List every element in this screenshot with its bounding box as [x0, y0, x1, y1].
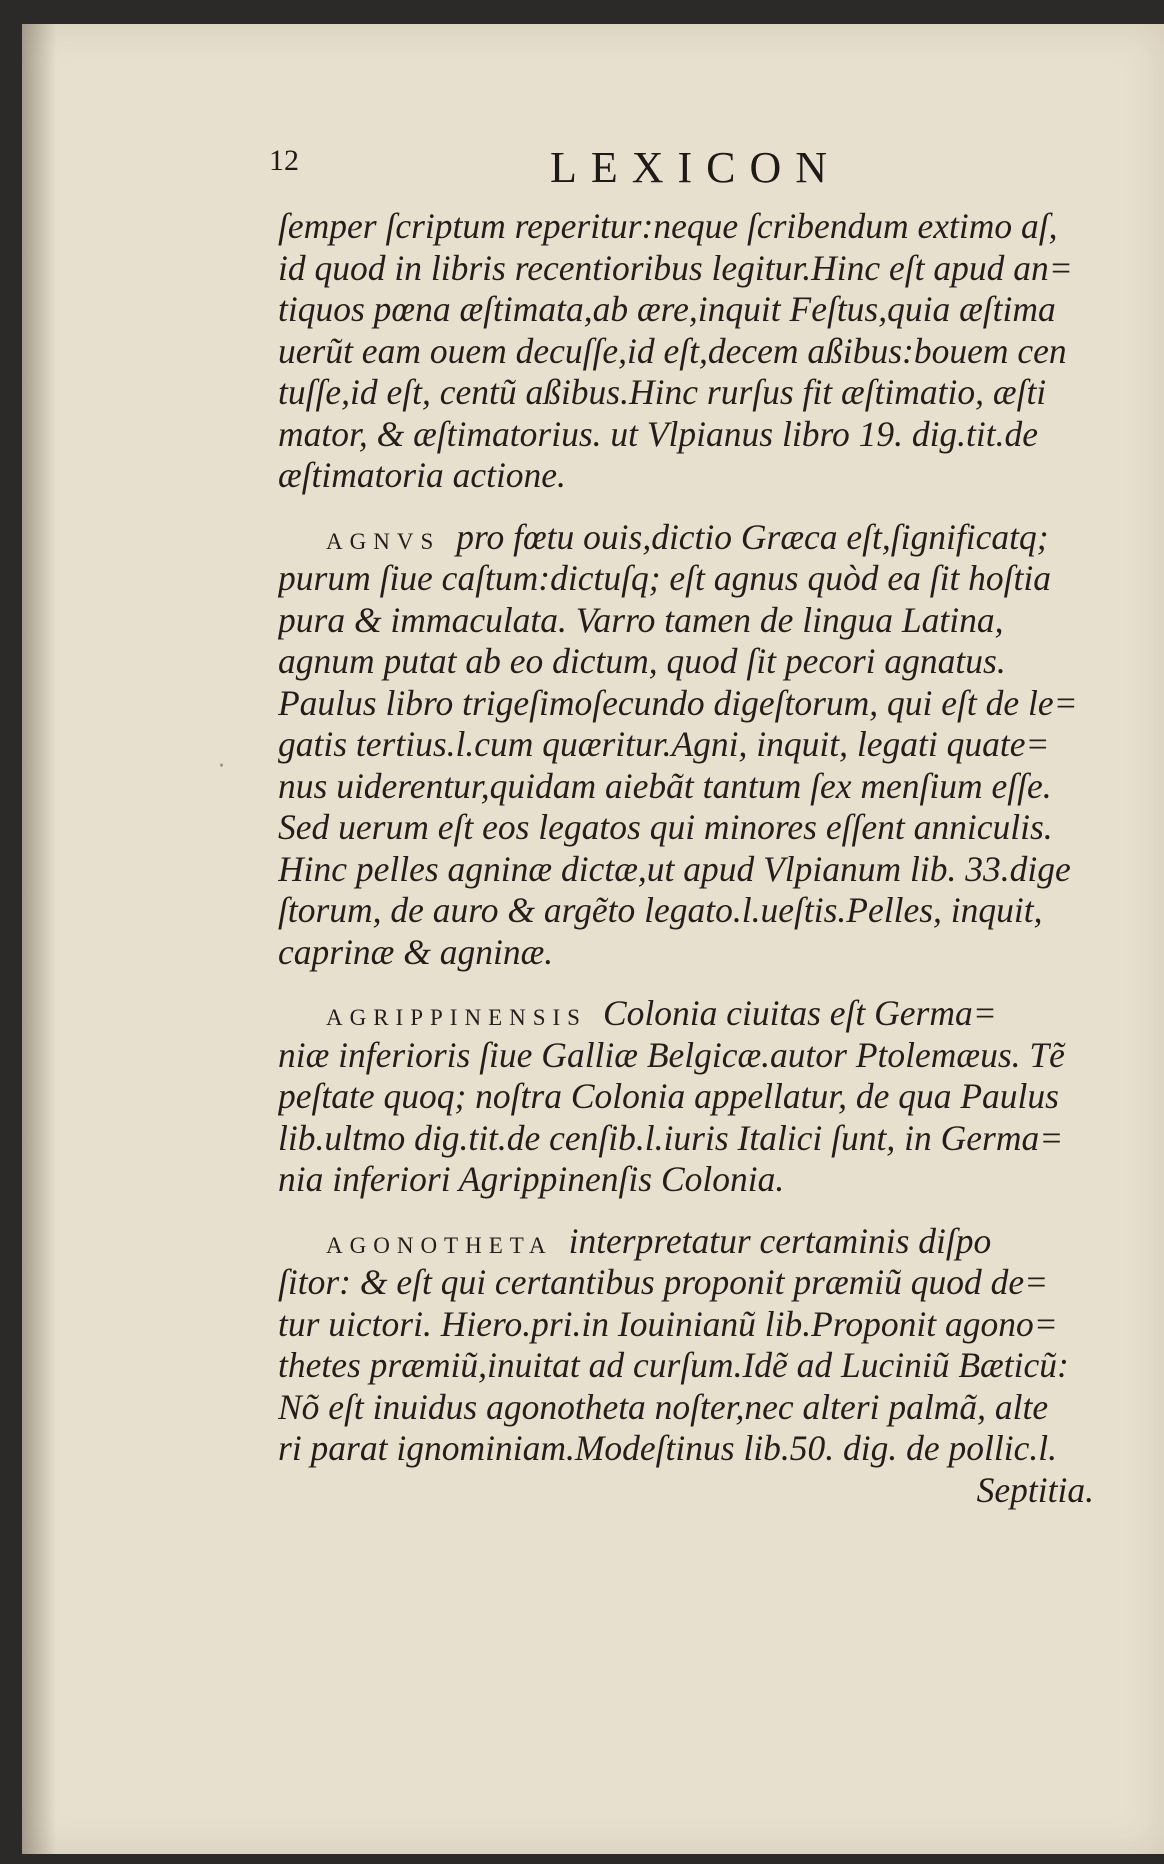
- line-text: gatis tertius.l.cum quæritur.Agni, inquit, legati quate=: [278, 724, 1050, 764]
- line-text: purum ſiue caſtum:dictuſq; eſt agnus quòd ea ſit hoſtia: [278, 558, 1052, 598]
- text-line: [278, 849, 1118, 891]
- text-line: [278, 1221, 1118, 1263]
- line-text: ſemper ſcriptum reperitur:neque ſcribendum extimo aſ,: [278, 206, 1058, 246]
- line-text: æſtimatoria actione.: [278, 455, 566, 495]
- line-text: Hinc pelles agninæ dictæ,ut apud Vlpianum lib. 33.dige: [278, 848, 1071, 889]
- catchword: Septitia.: [976, 1469, 1094, 1510]
- line-text: lib.ultmo dig.tit.de cenſib.l.iuris Italici ſunt, in Germa=: [278, 1117, 1064, 1158]
- entry-agnus: [278, 517, 1118, 974]
- line-text: niæ inferioris ſiue Galliæ Belgicæ.autor Ptolemæus. Tẽ: [278, 1034, 1065, 1075]
- lemma-headword: AGRIPPINENSIS: [326, 1005, 587, 1030]
- line-text: ſitor: & eſt qui certantibus proponit præmiũ quod de=: [278, 1262, 1049, 1302]
- paragraph-continuation: [278, 206, 1118, 497]
- text-line: [278, 414, 1118, 456]
- text-line: [278, 372, 1118, 414]
- line-text: Sed uerum eſt eos legatos qui minores eſſent anniculis.: [278, 807, 1053, 847]
- text-line: [278, 890, 1118, 932]
- text-line: [278, 1428, 1118, 1470]
- line-text: Paulus libro trigeſimoſecundo digeſtorum, qui eſt de le=: [278, 682, 1078, 723]
- text-line: [278, 558, 1118, 600]
- text-line: [278, 1076, 1118, 1118]
- text-line: [278, 1262, 1118, 1304]
- text-line: [278, 807, 1118, 849]
- text-line: [278, 1304, 1118, 1346]
- line-text: mator, & æſtimatorius. ut Vlpianus libro 19. dig.tit.de: [278, 413, 1039, 454]
- line-text: nus uiderentur,quidam aiebãt tantum ſex menſium eſſe.: [278, 765, 1052, 806]
- text-line: [278, 1387, 1118, 1429]
- text-line: [278, 206, 1118, 248]
- gutter-shadow: [22, 24, 56, 1854]
- line-text: peſtate quoq; noſtra Colonia appellatur, de qua Paulus: [278, 1076, 1059, 1116]
- line-text: tiquos pœna æſtimata,ab ære,inquit Feſtus,quia æſtima: [278, 289, 1056, 329]
- line-text: id quod in libris recentioribus legitur.Hinc eſt apud an=: [278, 247, 1073, 288]
- book-page: [22, 24, 1164, 1854]
- text-line: [278, 1159, 1118, 1201]
- line-text: thetes præmiũ,inuitat ad curſum.Idẽ ad Luciniũ Bæticũ:: [278, 1345, 1069, 1385]
- line-text: Colonia ciuitas eſt Germa=: [602, 993, 997, 1033]
- text-line: [278, 766, 1118, 808]
- line-text: interpretatur certaminis diſpo: [568, 1220, 992, 1261]
- folio-number: 12: [269, 144, 299, 177]
- line-text: tur uictori. Hiero.pri.in Iouinianũ lib.Proponit agono=: [278, 1303, 1058, 1344]
- text-line: [278, 1035, 1118, 1077]
- margin-mark: ·: [218, 754, 225, 779]
- text-line: [278, 331, 1118, 373]
- text-line: [278, 724, 1118, 766]
- text-line: [278, 683, 1118, 725]
- line-text: nia inferiori Agrippinenſis Colonia.: [278, 1159, 785, 1199]
- line-text: tuſſe,id eſt, centũ aßibus.Hinc rurſus fit æſtimatio, æſti: [278, 372, 1047, 412]
- line-text: uerũt eam ouem decuſſe,id eſt,decem aßibus:bouem cen: [278, 330, 1067, 371]
- text-line: [278, 289, 1118, 331]
- running-head: LEXICON: [550, 143, 842, 192]
- text-line: [278, 641, 1118, 683]
- main-text: [278, 206, 1118, 1511]
- text-line: [278, 248, 1118, 290]
- line-text: ſtorum, de auro & argẽto legato.l.ueſtis.Pelles, inquit,: [278, 890, 1043, 930]
- lemma-headword: AGONOTHETA: [326, 1232, 553, 1258]
- entry-agonotheta: [278, 1221, 1118, 1470]
- line-text: pura & immaculata. Varro tamen de lingua Latina,: [278, 599, 1004, 640]
- line-text: pro fœtu ouis,dictio Græca eſt,ſignificatq;: [456, 516, 1049, 557]
- line-text: agnum putat ab eo dictum, quod ſit pecori agnatus.: [278, 641, 1006, 681]
- text-line: [278, 1345, 1118, 1387]
- text-line: [278, 932, 1118, 974]
- line-text: Nõ eſt inuidus agonotheta noſter,nec alteri palmã, alte: [278, 1386, 1049, 1427]
- line-text: caprinæ & agninæ.: [278, 931, 554, 972]
- entry-agrippinensis: [278, 993, 1118, 1201]
- text-line: [278, 600, 1118, 642]
- text-line: [278, 1118, 1118, 1160]
- text-line: [278, 455, 1118, 497]
- lemma-headword: AGNVS: [326, 528, 441, 554]
- text-line: [278, 993, 1118, 1035]
- text-line: [278, 517, 1118, 559]
- line-text: ri parat ignominiam.Modeſtinus lib.50. dig. de pollic.l.: [278, 1428, 1058, 1468]
